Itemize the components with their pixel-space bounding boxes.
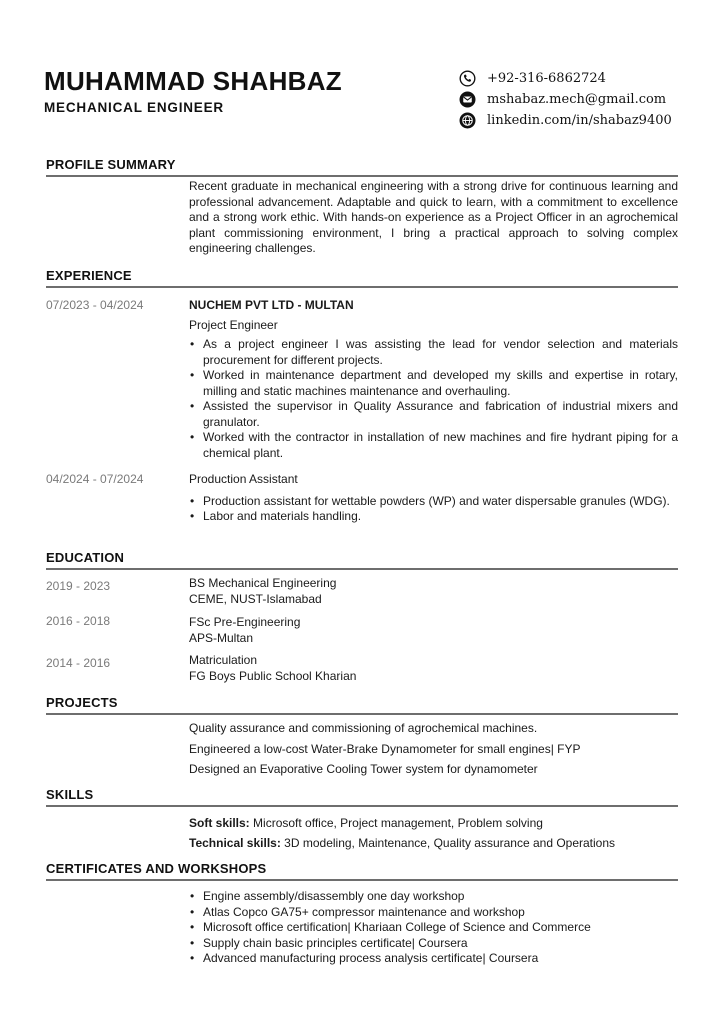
company-name: NUCHEM PVT LTD - MULTAN	[189, 298, 354, 312]
projects-section	[46, 695, 678, 776]
list-item: Designed an Evaporative Cooling Tower system for dynamometer	[189, 762, 538, 776]
education-dates: 2014 - 2016	[46, 656, 111, 670]
education-entry	[189, 615, 678, 646]
globe-icon	[459, 112, 476, 129]
job-dates: 04/2024 - 07/2024	[46, 472, 144, 486]
linkedin-link[interactable]: linkedin.com/in/shabaz9400	[487, 113, 672, 128]
list-item: • Assisted the supervisor in Quality Assurance and fabrication of industrial mixers and granulator.	[189, 399, 678, 430]
soft-skills-value: Microsoft office, Project management, Problem solving	[253, 816, 543, 830]
candidate-name: MUHAMMAD SHAHBAZ	[44, 66, 342, 96]
section-title-certificates: CERTIFICATES AND WORKSHOPS	[46, 861, 678, 881]
job-bullets	[189, 337, 678, 461]
list-item: • Production assistant for wettable powders (WP) and water dispersable granules (WDG).	[189, 494, 678, 510]
list-item: • Engine assembly/disassembly one day workshop	[189, 889, 678, 905]
section-title-education: EDUCATION	[46, 550, 678, 570]
certificates-section	[46, 861, 678, 965]
school: CEME, NUST-Islamabad	[189, 591, 322, 606]
skills-section	[46, 787, 678, 850]
degree: FSc Pre-Engineering	[189, 615, 301, 629]
projects-list	[189, 721, 678, 778]
education-section	[46, 550, 678, 683]
school: APS-Multan	[189, 630, 254, 645]
school: FG Boys Public School Kharian	[189, 668, 357, 683]
list-item: • Labor and materials handling.	[189, 509, 678, 525]
job-entry	[189, 472, 678, 525]
list-item: Engineered a low-cost Water-Brake Dynamometer for small engines| FYP	[189, 741, 581, 756]
soft-skills-label: Soft skills:	[189, 816, 250, 830]
job-role: Production Assistant	[189, 472, 298, 486]
list-item: • Advanced manufacturing process analysis certificate| Coursera	[189, 951, 678, 967]
list-item: • Microsoft office certification| Khariaan College of Science and Commerce	[189, 920, 678, 936]
technical-skills-label: Technical skills:	[189, 835, 281, 850]
contact-linkedin	[459, 110, 672, 131]
section-title-skills: SKILLS	[46, 787, 678, 807]
list-item: • Atlas Copco GA75+ compressor maintenance and workshop	[189, 905, 678, 921]
education-entry	[189, 653, 678, 684]
degree: Matriculation	[189, 653, 258, 667]
contact-email	[459, 89, 672, 110]
education-entry	[189, 576, 678, 607]
certificates-list	[189, 889, 678, 967]
list-item: Quality assurance and commissioning of agrochemical machines.	[189, 721, 538, 735]
soft-skills	[189, 816, 678, 832]
education-dates: 2019 - 2023	[46, 579, 111, 593]
job-title: MECHANICAL ENGINEER	[44, 100, 224, 115]
experience-section	[46, 268, 678, 523]
section-title-profile: PROFILE SUMMARY	[46, 157, 678, 177]
list-item: • Worked with the contractor in installation of new machines and fire hydrant piping for a chemical plant.	[189, 430, 678, 461]
job-bullets	[189, 494, 678, 525]
phone-link[interactable]: +92-316-6862724	[487, 71, 606, 86]
job-dates: 07/2023 - 04/2024	[46, 298, 144, 312]
job-role: Project Engineer	[189, 317, 278, 332]
contact-phone	[459, 68, 672, 89]
email-link[interactable]: mshabaz.mech@gmail.com	[487, 92, 667, 107]
section-title-projects: PROJECTS	[46, 695, 678, 715]
technical-skills	[189, 836, 678, 852]
section-title-experience: EXPERIENCE	[46, 268, 678, 288]
job-entry	[189, 298, 678, 461]
contact-block	[459, 68, 672, 131]
technical-skills-value: 3D modeling, Maintenance, Quality assurance and Operations	[284, 835, 616, 850]
list-item: • Supply chain basic principles certificate| Coursera	[189, 936, 678, 952]
list-item: • Worked in maintenance department and developed my skills and expertise in rotary, milling and static machines maintenance and overhauling.	[189, 368, 678, 399]
profile-text: Recent graduate in mechanical engineering with a strong drive for continuous learning and professional advancement. Adaptable and quick to learn, with a commitment to excellence and a strong work ethic. With hands-on experience as a Project Officer in an agrochemical plant commissioning environment, I bring a practical approach to solving complex engineering challenges.	[189, 179, 678, 255]
degree: BS Mechanical Engineering	[189, 576, 337, 590]
phone-icon	[459, 70, 476, 87]
skills-list	[189, 816, 678, 851]
list-item: • As a project engineer I was assisting the lead for vendor selection and materials procurement for different projects.	[189, 337, 678, 368]
email-icon	[459, 91, 476, 108]
education-dates: 2016 - 2018	[46, 614, 111, 628]
profile-section	[46, 157, 678, 255]
